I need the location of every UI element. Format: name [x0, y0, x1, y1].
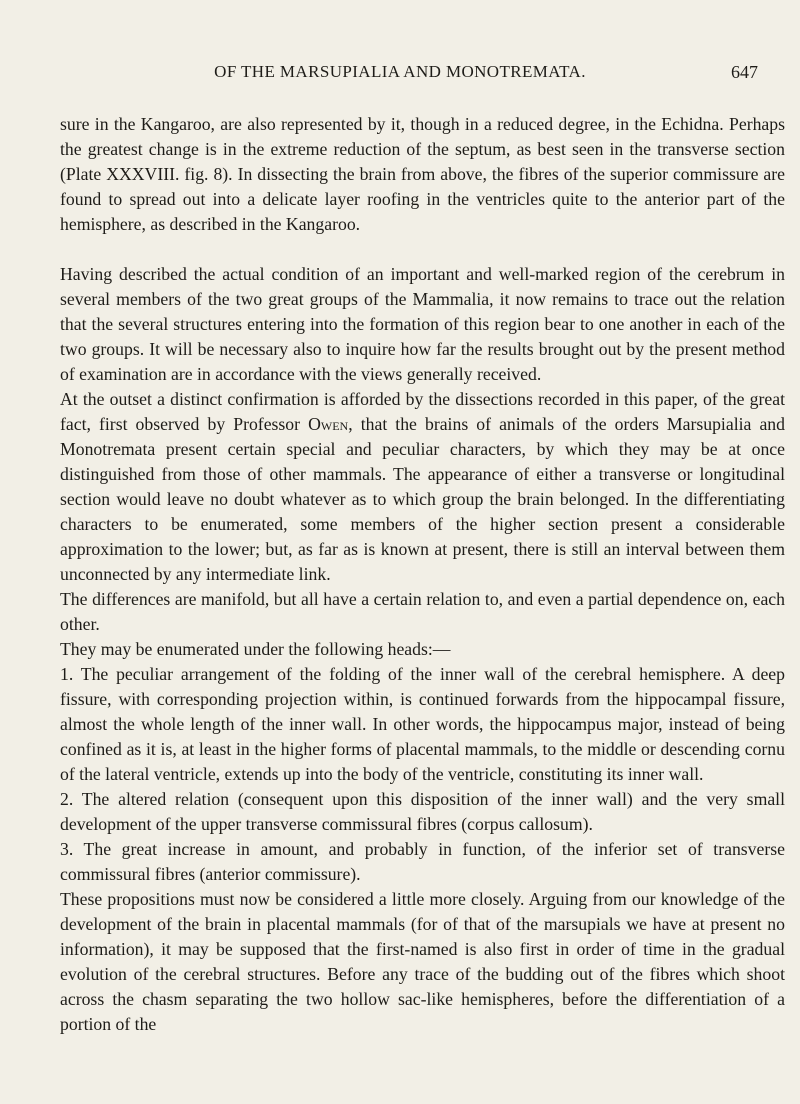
paragraph-2: Having described the actual condition of an important and well-marked region of the cerebrum in several members of the two great groups of the Mammalia, it now remains to trace out the relation that the several structures entering into the formation of this region bear to one another in each of the two groups. It will be necessary also to inquire how far the results brought out by the present method of examination are in accordance with the views generally received. — [60, 264, 785, 384]
paragraph-3-part-2: , that the brains of animals of the orders Marsupialia and Monotremata present certain special and peculiar characters, by which they may be at once distinguished from those of other mammals. The appearance of either a transverse or longitudinal section would leave no doubt whatever as to which group the brain belonged. In the differentiating characters to be enumerated, some members of the higher section present a considerable approximation to the lower; but, as far as is known at present, there is still an interval between them unconnected by any intermediate link. — [60, 414, 785, 584]
paragraph-1: sure in the Kangaroo, are also represented by it, though in a reduced degree, in the Echidna. Perhaps the greatest change is in the extreme reduction of the septum, as best seen in the transverse section (Plate XXXVIII. fig. 8). In dissecting the brain from above, the fibres of the superior commissure are found to spread out into a delicate layer roofing in the ventricles quite to the anterior part of the hemisphere, as described in the Kangaroo. — [60, 114, 785, 234]
page-number: 647 — [731, 62, 758, 82]
paragraph-6: 1. The peculiar arrangement of the folding of the inner wall of the cerebral hemisphere. A deep fissure, with corresponding projection within, is continued forwards from the hippocampal fissure, almost the whole length of the inner wall. In other words, the hippocampus major, instead of being confined as it is, at least in the higher forms of placental mammals, to the middle or descending cornu of the lateral ventricle, extends up into the body of the ventricle, constituting its inner wall. — [60, 664, 785, 784]
author-name-owen: Owen — [308, 414, 349, 434]
page-header — [0, 62, 800, 86]
paragraph-3 — [60, 387, 785, 587]
body-text — [60, 112, 785, 1037]
running-title: OF THE MARSUPIALIA AND MONOTREMATA. — [214, 62, 586, 81]
paragraph-9: These propositions must now be considered a little more closely. Arguing from our knowledge of the development of the brain in placental mammals (for of that of the marsupials we have at present no information), it may be supposed that the first-named is also first in order of time in the gradual evolution of the cerebral structures. Before any trace of the budding out of the fibres which shoot across the chasm separating the two hollow sac-like hemispheres, before the differentiation of a portion of the — [60, 889, 785, 1034]
paragraph-4: The differences are manifold, but all have a certain relation to, and even a partial dependence on, each other. — [60, 589, 785, 634]
paragraph-5: They may be enumerated under the following heads:— — [60, 639, 451, 659]
paragraph-7: 2. The altered relation (consequent upon this disposition of the inner wall) and the very small development of the upper transverse commissural fibres (corpus callosum). — [60, 789, 785, 834]
paragraph-3-part-1: At the outset a distinct confirmation is afforded by the dissections recorded in this paper, of the great fact, first observed by Professor — [60, 389, 785, 434]
paragraph-8: 3. The great increase in amount, and probably in function, of the inferior set of transverse commissural fibres (anterior commissure). — [60, 839, 785, 884]
